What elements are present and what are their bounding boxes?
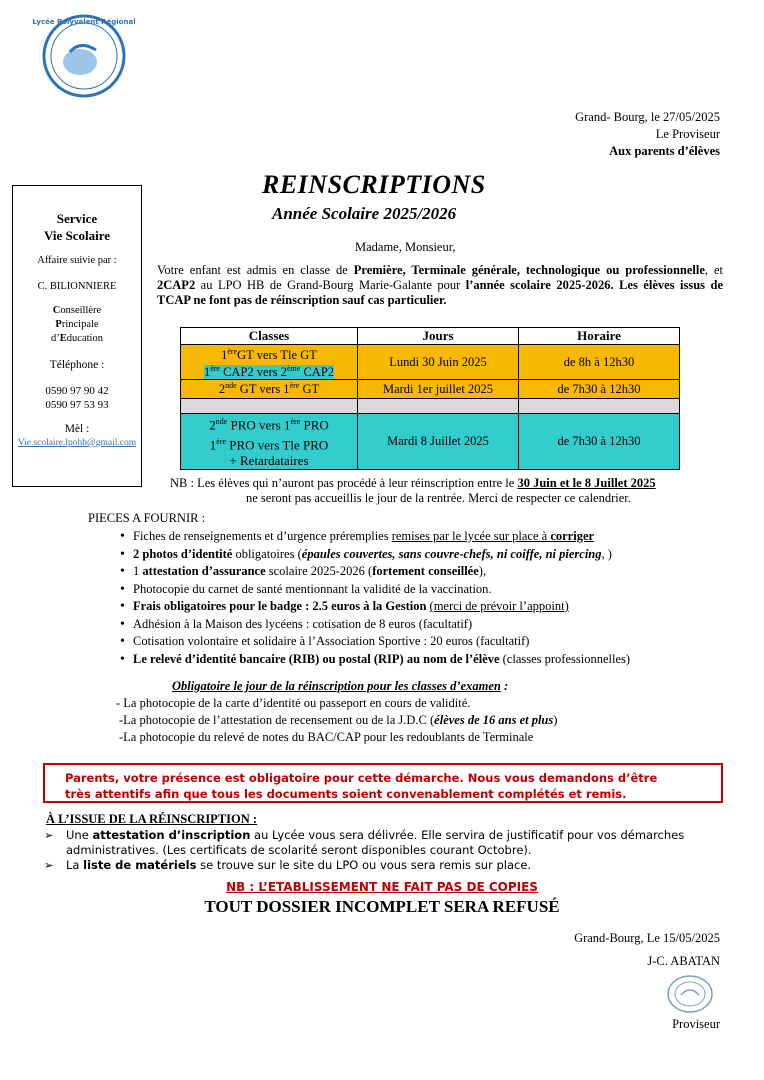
schedule-table [180, 327, 680, 470]
classes-cell [181, 414, 358, 470]
col-jours: Jours [358, 328, 519, 345]
nb-notice: NB : Les élèves qui n’auront pas procédé à leur réinscription entre le 30 Juin et le 8 Juillet 2025 ne seront pas accueillis le jour de la rentrée. Merci de respecter ce calendrier. [170, 476, 656, 505]
list-item: • Fiches de renseignements et d’urgence préremplies remises par le lycée sur place à corriger [120, 528, 730, 546]
spacer-cell [181, 399, 358, 414]
signature-name: J-C. ABATAN [647, 954, 720, 968]
signature-place-date: Grand-Bourg, Le 15/05/2025 [574, 931, 720, 945]
classes-cell [181, 345, 358, 380]
col-horaire: Horaire [519, 328, 680, 345]
list-item: ➢ Une attestation d’inscription au Lycée vous sera délivrée. Elle servira de justificatif pour vos démarches administratives. (Les certificats de scolarité seront disponibles courant Octobre). [44, 828, 685, 857]
arrow-bullet-icon: ➢ [44, 858, 54, 872]
school-logo [32, 12, 136, 100]
role-line-3: d’Education [51, 333, 103, 344]
contact-name: C. BILIONNIERE [37, 281, 117, 292]
signature-title: Proviseur [672, 1017, 720, 1031]
time-cell: de 7h30 à 12h30 [519, 380, 680, 399]
mail-link[interactable]: Vie.scolaire.lpohb@gmail.com [17, 438, 137, 448]
list-item: -La photocopie de l’attestation de recensement ou de la J.D.C (élèves de 16 ans et plus) [119, 713, 558, 727]
phone-1: 0590 97 90 42 [45, 385, 109, 397]
warning-line-1: Parents, votre présence est obligatoire pour cette démarche. Nous vous demandons d’être [65, 771, 658, 785]
list-item: • Cotisation volontaire et solidaire à l’Association Sportive : 20 euros (facultatif) [120, 633, 730, 651]
arrow-bullet-icon: ➢ [44, 828, 54, 842]
pieces-title: PIECES A FOURNIR : [88, 511, 206, 525]
spacer-cell [358, 399, 519, 414]
affaire-label: Affaire suivie par : [37, 255, 117, 266]
header-place-date: Grand- Bourg, le 27/05/2025 [575, 110, 720, 124]
after-registration-list [44, 828, 734, 873]
class-line-1: 2nde PRO vers 1ère PRO [209, 417, 329, 433]
after-registration-title: À L’ISSUE DE LA RÉINSCRIPTION : [46, 812, 258, 826]
list-item: -La photocopie du relevé de notes du BAC/CAP pour les redoublants de Terminale [119, 730, 534, 744]
day-cell: Lundi 30 Juin 2025 [358, 345, 519, 380]
class-line-3: + Retardataires [229, 452, 309, 468]
salutation: Madame, Monsieur, [355, 240, 456, 254]
class-line-2: 1ère CAP2 vers 2ème CAP2 [203, 364, 335, 380]
day-cell: Mardi 1er juillet 2025 [358, 380, 519, 399]
svg-text:Lycée Polyvalent Régional: Lycée Polyvalent Régional [32, 18, 136, 26]
intro-paragraph: Votre enfant est admis en classe de Première, Terminale générale, technologique ou professionnelle, et 2CAP2 au LPO HB de Grand-Bourg Marie-Galante pour l’année scolaire 2025-2026. Les élèves issus de TCAP ne font pas de réinscription sauf cas particulier. [157, 263, 723, 307]
exam-requirements-list [116, 695, 557, 746]
class-line-1: 1èreGT vers Tle GT [221, 347, 317, 363]
col-classes: Classes [181, 328, 358, 345]
class-line-2: 1ère PRO vers Tle PRO [209, 436, 329, 452]
list-item: ➢ La liste de matériels se trouve sur le site du LPO ou vous sera remis sur place. [44, 858, 532, 872]
list-item: • Adhésion à la Maison des lycéens : cotisation de 8 euros (facultatif) [120, 616, 730, 634]
list-item: • Frais obligatoires pour le badge : 2.5 euros à la Gestion (merci de prévoir l’appoint) [120, 598, 730, 616]
header-recipient: Aux parents d’élèves [609, 144, 720, 158]
day-cell: Mardi 8 Juillet 2025 [358, 414, 519, 470]
table-row [181, 345, 680, 380]
incomplete-refused-notice: TOUT DOSSIER INCOMPLET SERA REFUSÉ [204, 897, 560, 916]
no-copies-notice: NB : L’ETABLISSEMENT NE FAIT PAS DE COPIES [226, 880, 538, 894]
page-title: REINSCRIPTIONS [262, 170, 486, 199]
contact-box [12, 185, 142, 487]
page-subtitle: Année Scolaire 2025/2026 [272, 204, 457, 223]
time-cell: de 8h à 12h30 [519, 345, 680, 380]
time-cell: de 7h30 à 12h30 [519, 414, 680, 470]
role-line-2: Principale [55, 319, 99, 330]
table-header-row [181, 328, 680, 345]
school-seal-icon [664, 973, 716, 1015]
parents-warning-box [43, 763, 723, 803]
list-item: - La photocopie de la carte d’identité ou passeport en cours de validité. [116, 696, 471, 710]
exam-requirements-title: Obligatoire le jour de la réinscription pour les classes d’examen : [172, 679, 509, 693]
list-item: • Photocopie du carnet de santé mentionnant la validité de la vaccination. [120, 581, 730, 599]
service-name: Vie Scolaire [43, 228, 111, 243]
list-item: • Le relevé d’identité bancaire (RIB) ou postal (RIP) au nom de l’élève (classes professionnelles) [120, 651, 730, 669]
spacer-cell [519, 399, 680, 414]
pieces-list [120, 528, 730, 668]
table-row-spacer [181, 399, 680, 414]
list-item: • 1 attestation d’assurance scolaire 2025-2026 (fortement conseillée), [120, 563, 730, 581]
phone-label: Téléphone : [49, 359, 105, 371]
mail-label: Mèl : [64, 423, 90, 435]
list-item: • 2 photos d’identité obligatoires (épaules couvertes, sans couvre-chefs, ni coiffe, ni piercing, ) [120, 546, 730, 564]
header-sender: Le Proviseur [655, 127, 720, 141]
service-label: Service [56, 211, 98, 226]
warning-line-2: très attentifs afin que tous les documents soient convenablement complétés et remis. [65, 787, 627, 801]
role-line-1: Conseillère [52, 305, 102, 316]
table-row [181, 380, 680, 399]
classes-cell: 2nde GT vers 1ère GT [181, 380, 358, 399]
phone-2: 0590 97 53 93 [45, 399, 109, 411]
table-row [181, 414, 680, 470]
